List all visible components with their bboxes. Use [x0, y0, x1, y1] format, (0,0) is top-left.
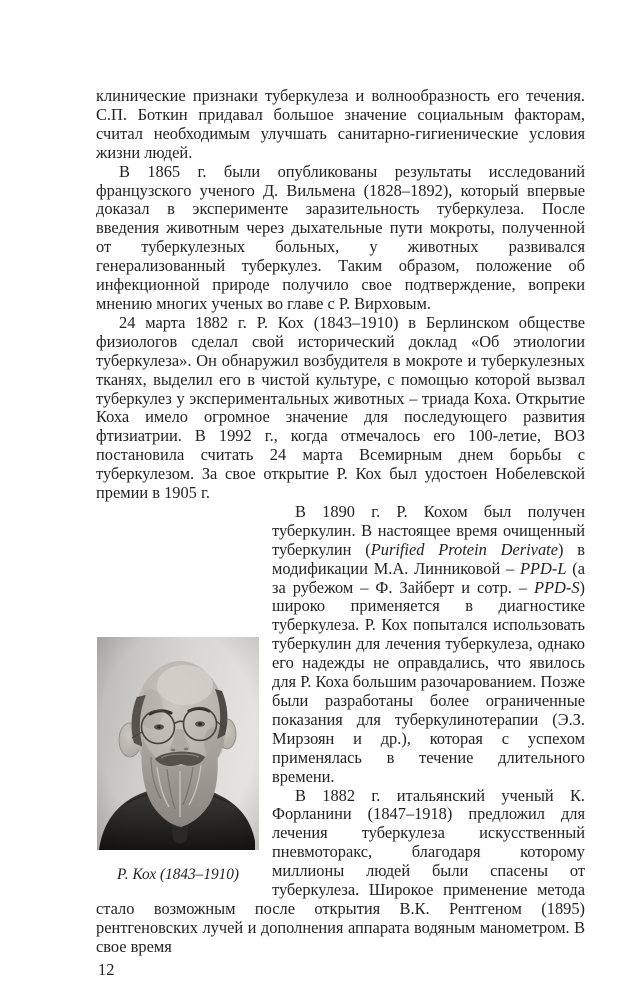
- paragraph-4: В 1890 г. Р. Кохом был получен туберкулин. В настоящее время очищенный туберкулин (Purified Protein Derivate) в модификации М.А. Линниковой – PPD-L (а за рубежом – Ф. Зайберт и сотр. – PPD-S) широко применяется в диагностике туберкулеза. Р. Кох попытался использовать туберкулин для лечения туберкулеза, однако его надежды не оправдались, что явилось для Р. Коха большим разочарованием. Позже были разработаны более ограниченные показания для туберкулинотерапии (Э.З. Мирзоян и др.), которая с успехом применялась в течение длительного времени.: [272, 501, 585, 786]
- paragraph-1: клинические признаки туберкулеза и волнообразность его течения. С.П. Боткин придавал большое значение социальным факторам, считал необходимым улучшать санитарно-гигиенические условия жизни людей.: [96, 86, 585, 162]
- koch-portrait-figure: [97, 637, 259, 885]
- page-number: 12: [98, 959, 115, 979]
- paragraph-5: В 1882 г. итальянский ученый К. Форланини (1847–1918) предложил для лечения туберкулеза искусственный пневмоторакс, благодаря которому миллионы людей были спасены от туберкулеза. Широкое применение метода стало возможным после открытия В.К. Рентгеном (1895) рентгеновских лучей и дополнения аппарата водяным манометром. В свое время: [96, 785, 585, 956]
- text-column: [96, 87, 585, 980]
- paragraph-3: 24 марта 1882 г. Р. Кох (1843–1910) в Берлинском обществе физиологов сделал свой исторический доклад «Об этиологии туберкулеза». Он обнаружил возбудителя в мокроте и туберкулезных тканях, выделил его в чистой культуре, с помощью которой вызвал туберкулез у экспериментальных животных – триада Коха. Открытие Коха имело огромное значение для последующего развития фтизиатрии. В 1992 г., когда отмечалось его 100-летие, ВОЗ постановила считать 24 марта Всемирным днем борьбы с туберкулезом. За свое открытие Р. Кох был удостоен Нобелевской премии в 1905 г.: [96, 312, 585, 503]
- paragraph-2: В 1865 г. были опубликованы результаты исследований французского ученого Д. Вильмена (1828–1892), который впервые доказал в эксперименте заразительность туберкулеза. После введения животным через дыхательные пути мокроты, полученной от туберкулезных больных, у животных развивался генерализованный туберкулез. Таким образом, положение об инфекционной природе получило свое подтверждение, вопреки мнению многих ученых во главе с Р. Вирховым.: [96, 161, 585, 313]
- koch-portrait-photo: [97, 637, 259, 850]
- photo-caption: Р. Кох (1843–1910): [116, 865, 240, 883]
